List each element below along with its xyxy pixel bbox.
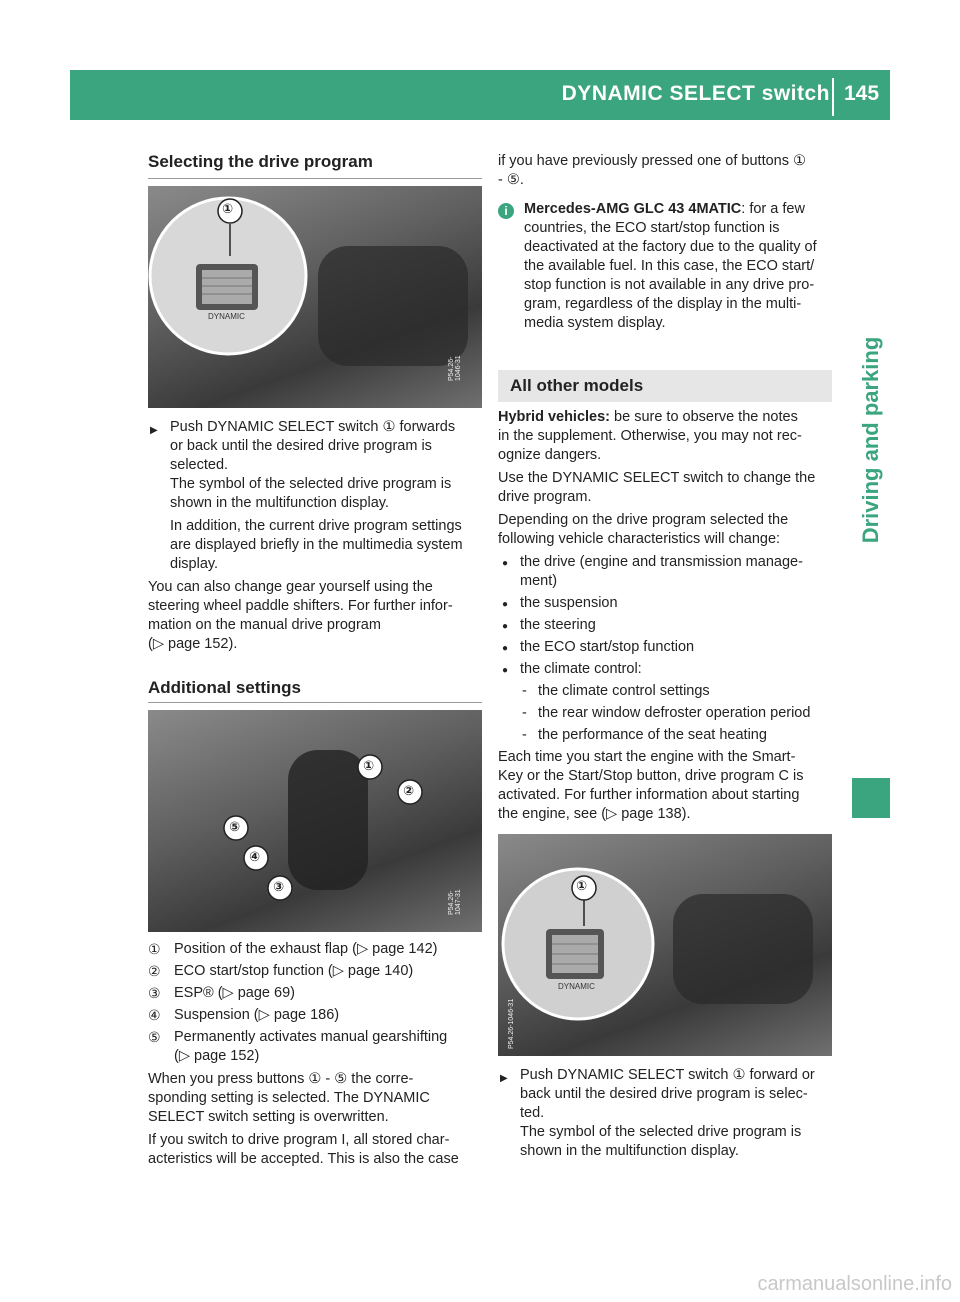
text-line: ▶ Push DYNAMIC SELECT switch ① forwards	[170, 419, 456, 435]
section-tab	[852, 290, 890, 590]
photo3-callout: ①	[576, 878, 588, 893]
item-number: ④	[148, 1007, 161, 1023]
heading-all-other-models: All other models	[510, 376, 644, 395]
para-switch-program	[148, 1131, 482, 1169]
list-item: ● the climate control:	[498, 660, 832, 679]
item-text: Suspension (▷ page 186)	[174, 1007, 340, 1023]
text-line: The symbol of the selected drive program is	[520, 1124, 802, 1140]
list-item: - the performance of the seat heating	[498, 726, 832, 745]
list-item	[498, 553, 832, 591]
item-number: ①	[148, 941, 161, 957]
item-text-cont: (▷ page 152)	[174, 1048, 260, 1064]
text-line: Depending on the drive program selected the	[498, 512, 789, 528]
text-line: sponding setting is selected. The DYNAMIC	[148, 1090, 430, 1106]
photo-additional-buttons	[148, 710, 482, 932]
text-line: SELECT switch setting is overwritten.	[148, 1109, 389, 1125]
section-marker	[852, 778, 890, 818]
heading-selecting-drive-program: Selecting the drive program	[148, 152, 373, 171]
text-line: if you have previously pressed one of buttons ①	[498, 153, 807, 169]
text-line: ment)	[520, 573, 558, 589]
item-text: Position of the exhaust flap (▷ page 142)	[174, 941, 438, 957]
text-line: deactivated at the factory due to the quality of	[524, 239, 817, 255]
photo3-switch-label: DYNAMIC	[558, 982, 595, 991]
photo1-callout: ①	[222, 201, 234, 216]
list-item: ● the steering	[498, 616, 832, 635]
para-hybrid	[498, 408, 832, 465]
text-line: steering wheel paddle shifters. For further infor-	[148, 598, 453, 614]
section-tab-label: Driving and parking	[858, 336, 883, 544]
header-separator	[832, 78, 834, 116]
text-line: If you switch to drive program I, all stored char-	[148, 1132, 450, 1148]
text-line: ted.	[520, 1105, 545, 1121]
text-line: the engine, see (▷ page 138).	[498, 806, 691, 822]
text-line: In addition, the current drive program settings	[170, 518, 462, 534]
text-line: back until the desired drive program is selec-	[520, 1086, 808, 1102]
item-number: ③	[148, 985, 161, 1001]
text-line: drive program.	[498, 489, 592, 505]
text-line: shown in the multifunction display.	[520, 1143, 739, 1159]
step-push-switch	[148, 418, 482, 574]
photo3-code: P54.26-1046-31	[508, 998, 515, 1049]
photo2-callout-5: ⑤	[229, 819, 241, 834]
item-text: Permanently activates manual gearshifting	[174, 1029, 448, 1045]
list-item	[148, 962, 482, 981]
text-line: media system display.	[524, 315, 666, 331]
list-item	[148, 1028, 482, 1066]
item-number: ⑤	[148, 1029, 161, 1045]
text-line: selected.	[170, 457, 229, 473]
text-line: the available fuel. In this case, the ECO start/	[524, 258, 815, 274]
list-item: - the rear window defroster operation period	[498, 704, 832, 723]
list-item: ● the ECO start/stop function	[498, 638, 832, 657]
para-use-switch	[498, 469, 832, 507]
text-line: stop function is not available in any drive pro-	[524, 277, 815, 293]
photo1-switch-label: DYNAMIC	[208, 312, 245, 321]
hybrid-label: Hybrid vehicles:	[498, 409, 611, 425]
info-icon: i	[498, 203, 514, 219]
text-line: : for a few	[741, 201, 805, 217]
text-line: gram, regardless of the display in the multi-	[524, 296, 802, 312]
text-line: You can also change gear yourself using the	[148, 579, 433, 595]
climate-sublist	[498, 682, 832, 745]
text-line: ▶ Push DYNAMIC SELECT switch ① forward or	[520, 1067, 815, 1083]
text-line: Use the DYNAMIC SELECT switch to change the	[498, 470, 816, 486]
text-line: or back until the desired drive program is	[170, 438, 432, 454]
step-push-switch-2	[498, 1066, 832, 1161]
para-paddle-shifters	[148, 578, 482, 654]
item-text: ESP® (▷ page 69)	[174, 985, 295, 1001]
heading-rule	[148, 178, 482, 179]
photo2-callout-1: ①	[363, 758, 375, 773]
text-line: Each time you start the engine with the Smart-	[498, 749, 796, 765]
text-line: be sure to observe the notes	[610, 409, 798, 425]
para-depending	[498, 511, 832, 549]
text-line: - ⑤.	[498, 172, 524, 188]
list-item	[148, 984, 482, 1003]
list-item: ● the suspension	[498, 594, 832, 613]
page-number: 145	[844, 82, 880, 105]
note-amg	[498, 200, 832, 333]
text-line: following vehicle characteristics will change:	[498, 531, 781, 547]
page-title: DYNAMIC SELECT switch	[561, 82, 830, 105]
text-line: are displayed briefly in the multimedia system	[170, 537, 463, 553]
photo1-code: P54.26-1046-31	[448, 355, 462, 381]
text-line: the drive (engine and transmission manage-	[520, 554, 803, 570]
text-line: activated. For further information about starting	[498, 787, 800, 803]
list-item	[148, 1006, 482, 1025]
text-line: in the supplement. Otherwise, you may not rec-	[498, 428, 802, 444]
text-line: acteristics will be accepted. This is also the case	[148, 1151, 459, 1167]
text-line: When you press buttons ① - ⑤ the corre-	[148, 1071, 414, 1087]
text-line: The symbol of the selected drive program is	[170, 476, 452, 492]
characteristics-list	[498, 553, 832, 679]
photo2-callout-2: ②	[403, 783, 415, 798]
photo-dynamic-select-switch-2	[498, 834, 832, 1056]
text-line: display.	[170, 556, 219, 572]
footer-watermark: carmanualsonline.info	[757, 1273, 952, 1295]
photo2-callout-3: ③	[273, 879, 285, 894]
photo2-callout-4: ④	[249, 849, 261, 864]
text-line: (▷ page 152).	[148, 636, 238, 652]
heading-rule	[148, 702, 482, 703]
text-line: mation on the manual drive program	[148, 617, 381, 633]
para-each-time	[498, 748, 832, 824]
note-title: Mercedes-AMG GLC 43 4MATIC	[524, 201, 742, 217]
text-line: ognize dangers.	[498, 447, 602, 463]
photo-dynamic-select-switch	[148, 186, 482, 408]
para-press-buttons	[148, 1070, 482, 1127]
heading-additional-settings: Additional settings	[148, 678, 301, 697]
text-line: Key or the Start/Stop button, drive program C is	[498, 768, 804, 784]
item-number: ②	[148, 963, 161, 979]
text-line: shown in the multifunction display.	[170, 495, 389, 511]
photo2-code: P54.26-1047-31	[448, 889, 462, 915]
item-text: ECO start/stop function (▷ page 140)	[174, 963, 414, 979]
text-line: countries, the ECO start/stop function is	[524, 220, 780, 236]
list-item	[148, 940, 482, 959]
list-item: - the climate control settings	[498, 682, 832, 701]
